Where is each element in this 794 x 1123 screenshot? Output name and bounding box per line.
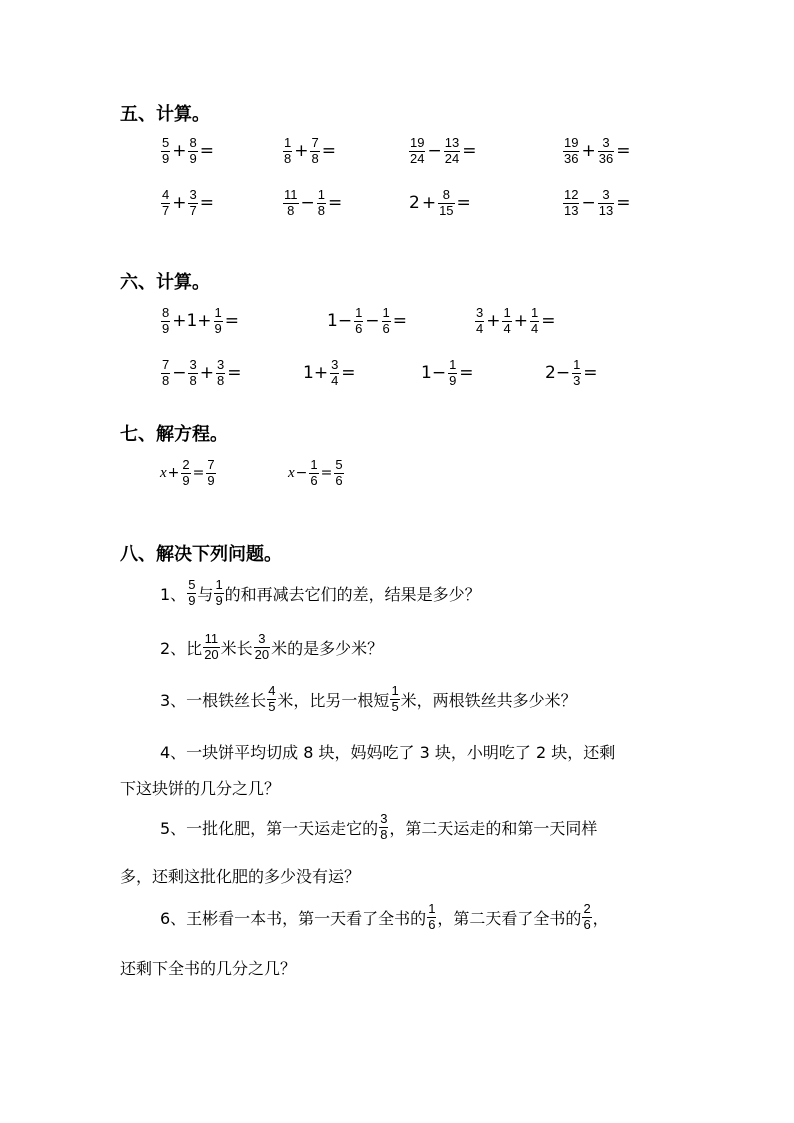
s6-exercise-3: $\frac{3}{4}$ + $\frac{1}{4}$ + $\frac{1}{4}$ = — [476, 305, 556, 336]
fraction: $\frac{3}{13}$ — [598, 187, 614, 218]
fraction: $\frac{3}{20}$ — [254, 631, 270, 662]
fraction: $\frac{3}{4}$ — [476, 305, 484, 336]
fraction: $\frac{1}{4}$ — [503, 305, 511, 336]
fraction: $\frac{1}{4}$ — [530, 305, 539, 336]
problem-1: 1、 $\frac{5}{9}$ 与 $\frac{1}{9}$ 的和再减去它们的差，结果是多少？ — [160, 577, 481, 608]
s5-exercise: $\frac{1}{8}$ + $\frac{7}{8}$ = — [284, 135, 336, 166]
problem-2: 2、比 $\frac{11}{20}$ 米长 $\frac{3}{20}$ 米的是多少米？ — [160, 631, 384, 662]
fraction: $\frac{13}{24}$ — [444, 135, 460, 166]
s6-exercise-2: 1− $\frac{1}{6}$ − $\frac{1}{6}$ = — [327, 305, 408, 336]
fraction: $\frac{7}{8}$ — [162, 357, 170, 388]
fraction: $\frac{8}{9}$ — [189, 135, 197, 166]
fraction: $\frac{7}{9}$ — [207, 457, 215, 488]
s5-exercise: $\frac{19}{36}$ + $\frac{3}{36}$ = — [564, 135, 631, 166]
fraction: $\frac{1}{9}$ — [215, 577, 223, 608]
fraction: $\frac{8}{9}$ — [162, 305, 170, 336]
problem-6-line-1: 6、王彬看一本书，第一天看了全书的 $\frac{1}{6}$ ，第二天看了全书的 $\frac{2}{6}$ ， — [160, 901, 609, 932]
fraction: $\frac{7}{8}$ — [311, 135, 319, 166]
s6-exercise-5: 1+ $\frac{3}{4}$ = — [303, 357, 356, 388]
problem-6-line-2: 还剩下全书的几分之几？ — [120, 959, 297, 978]
fraction: $\frac{5}{9}$ — [188, 577, 196, 608]
fraction: $\frac{4}{5}$ — [268, 683, 276, 714]
s6-exercise-1: $\frac{8}{9}$ +1+ $\frac{1}{9}$ = — [162, 305, 240, 336]
s5-exercise: $\frac{19}{24}$ − $\frac{13}{24}$ = — [410, 135, 477, 166]
s5-exercise: $\frac{12}{13}$ − $\frac{3}{13}$ = — [564, 187, 631, 218]
fraction: $\frac{3}{8}$ — [380, 811, 388, 842]
fraction: $\frac{1}{9}$ — [449, 357, 457, 388]
fraction: $\frac{2}{6}$ — [583, 901, 591, 932]
fraction: $\frac{19}{24}$ — [410, 135, 425, 166]
problem-5-line-1: 5、一批化肥，第一天运走它的 $\frac{3}{8}$ ，第二天运走的和第一天同样 — [160, 811, 598, 842]
fraction: $\frac{1}{3}$ — [573, 357, 581, 388]
problem-4-line-1: 4、一块饼平均切成 8 块，妈妈吃了 3 块，小明吃了 2 块，还剩 — [160, 743, 616, 762]
fraction: $\frac{5}{9}$ — [162, 135, 170, 166]
fraction: $\frac{1}{9}$ — [214, 305, 222, 336]
fraction: $\frac{3}{36}$ — [598, 135, 614, 166]
fraction: $\frac{3}{8}$ — [216, 357, 225, 388]
fraction: $\frac{1}{8}$ — [317, 187, 325, 218]
section-5-heading: 五、计算。 — [120, 104, 210, 125]
s5-exercise: $\frac{11}{8}$ − $\frac{1}{8}$ = — [284, 187, 343, 218]
fraction: $\frac{1}{5}$ — [391, 683, 399, 714]
fraction: $\frac{8}{15}$ — [439, 187, 454, 218]
s5-exercise: 2 + $\frac{8}{15}$ = — [409, 187, 471, 218]
fraction: $\frac{1}{6}$ — [428, 901, 436, 932]
fraction: $\frac{3}{4}$ — [331, 357, 339, 388]
equation-2: x − $\frac{1}{6}$ = $\frac{5}{6}$ — [288, 457, 343, 488]
s6-exercise-4: $\frac{7}{8}$ − $\frac{3}{8}$ + $\frac{3}{8}$ = — [162, 357, 242, 388]
section-6-heading: 六、计算。 — [120, 272, 210, 293]
fraction: $\frac{5}{6}$ — [335, 457, 343, 488]
s5-exercise: $\frac{5}{9}$ + $\frac{8}{9}$ = — [162, 135, 214, 166]
fraction: $\frac{11}{20}$ — [204, 631, 219, 662]
fraction: $\frac{12}{13}$ — [564, 187, 579, 218]
section-8-heading: 八、解决下列问题。 — [120, 544, 282, 565]
fraction: $\frac{3}{7}$ — [189, 187, 197, 218]
s6-exercise-6: 1− $\frac{1}{9}$ = — [421, 357, 474, 388]
problem-3: 3、一根铁丝长 $\frac{4}{5}$ 米，比另一根短 $\frac{1}{5}$ 米，两根铁丝共多少米？ — [160, 683, 577, 714]
fraction: $\frac{1}{6}$ — [382, 305, 390, 336]
fraction: $\frac{1}{8}$ — [284, 135, 292, 166]
problem-4-line-2: 下这块饼的几分之几？ — [120, 779, 281, 798]
problem-5-line-2: 多，还剩这批化肥的多少没有运？ — [120, 867, 361, 886]
fraction: $\frac{3}{8}$ — [189, 357, 197, 388]
fraction: $\frac{1}{6}$ — [355, 305, 363, 336]
s5-exercise: $\frac{4}{7}$ + $\frac{3}{7}$ = — [162, 187, 214, 218]
fraction: $\frac{11}{8}$ — [284, 187, 298, 218]
equation-1: x + $\frac{2}{9}$ = $\frac{7}{9}$ — [160, 457, 215, 488]
s6-exercise-7: 2− $\frac{1}{3}$ = — [545, 357, 598, 388]
fraction: $\frac{2}{9}$ — [182, 457, 190, 488]
section-7-heading: 七、解方程。 — [120, 424, 228, 445]
fraction: $\frac{4}{7}$ — [162, 187, 170, 218]
fraction: $\frac{19}{36}$ — [564, 135, 579, 166]
fraction: $\frac{1}{6}$ — [310, 457, 318, 488]
